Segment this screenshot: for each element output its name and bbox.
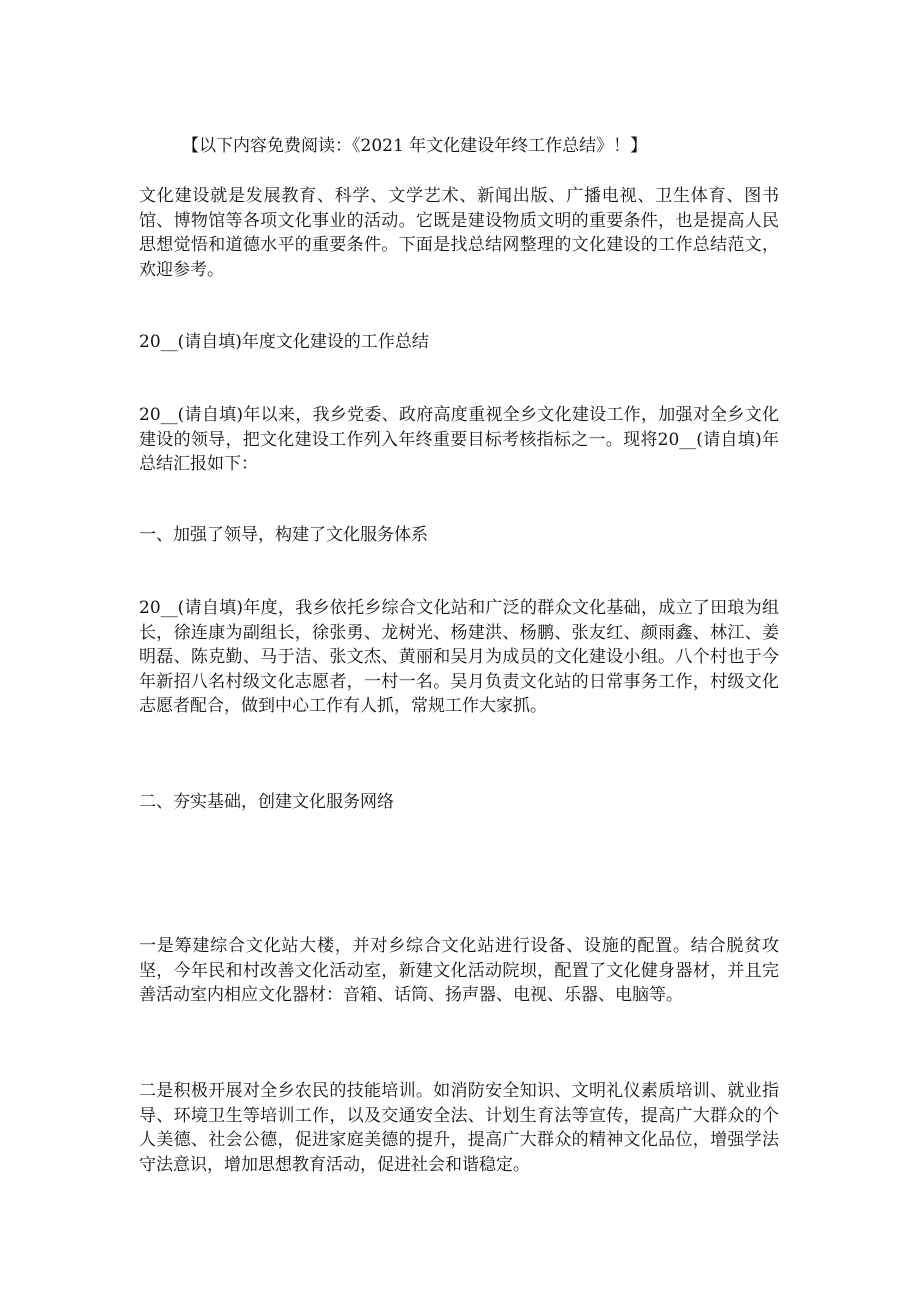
section-1-paragraph: 20__(请自填)年度，我乡依托乡综合文化站和广泛的群众文化基础，成立了田琅为组长，徐连康为副组长，徐张勇、龙树光、杨建洪、杨鹏、张友红、颜雨鑫、林江、姜明磊、陈克勤、马于洁、张文杰、黄丽和吴月为成员的文化建设小组。八个村也于今年新招八名村级文化志愿者，一村一名。吴月负责文化站的日常事务工作，村级文化志愿者配合，做到中心工作有人抓，常规工作大家抓。 bbox=[139, 598, 779, 716]
intro-paragraph: 文化建设就是发展教育、科学、文学艺术、新闻出版、广播电视、卫生体育、图书馆、博物馆等各项文化事业的活动。它既是建设物质文明的重要条件，也是提高人民思想觉悟和道德水平的重要条件。下面是找总结网整理的文化建设的工作总结范文，欢迎参考。 bbox=[139, 186, 779, 280]
section-2-heading: 二、夯实基础，创建文化服务网络 bbox=[139, 792, 394, 812]
opening-paragraph: 20__(请自填)年以来，我乡党委、政府高度重视全乡文化建设工作，加强对全乡文化建设的领导，把文化建设工作列入年终重要目标考核指标之一。现将20__(请自填)年总结汇报如下： bbox=[139, 405, 779, 474]
intro-title: 【以下内容免费阅读：《2021 年文化建设年终工作总结》！】 bbox=[182, 136, 648, 156]
section-1-heading: 一、加强了领导，构建了文化服务体系 bbox=[139, 525, 428, 545]
section-2-paragraph-1: 一是筹建综合文化站大楼，并对乡综合文化站进行设备、设施的配置。结合脱贫攻坚，今年民和村改善文化活动室，新建文化活动院坝，配置了文化健身器材，并且完善活动室内相应文化器材：音箱、话筒、扬声器、电视、乐器、电脑等。 bbox=[139, 936, 779, 1005]
report-title: 20__(请自填)年度文化建设的工作总结 bbox=[139, 332, 429, 352]
section-2-paragraph-2: 二是积极开展对全乡农民的技能培训。如消防安全知识、文明礼仪素质培训、就业指导、环境卫生等培训工作，以及交通安全法、计划生育法等宣传，提高广大群众的个人美德、社会公德，促进家庭美德的提升，提高广大群众的精神文化品位，增强学法守法意识，增加思想教育活动，促进社会和谐稳定。 bbox=[139, 1081, 779, 1175]
